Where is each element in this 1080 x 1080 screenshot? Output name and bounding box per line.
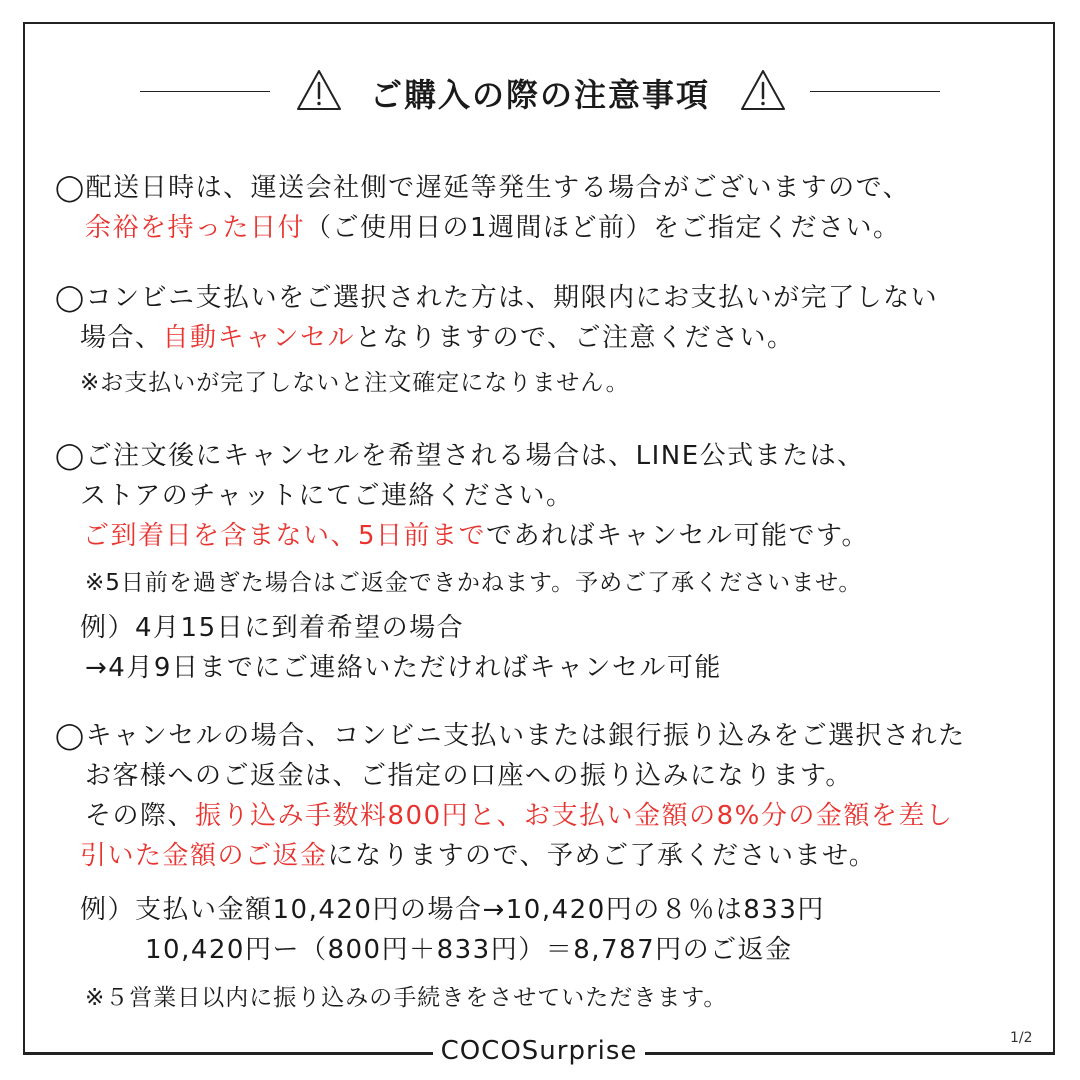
note-line (83, 518, 869, 554)
title-rule-right (810, 91, 940, 92)
note-line (85, 980, 727, 1016)
note-line (55, 280, 938, 316)
note-text: ※５営業日以内に振り込みの手続きをさせていただきます。 (85, 985, 728, 1011)
note-text: ※5日前を過ぎた場合はご返金できかねます。予めご了承くださいませ。 (85, 570, 863, 596)
brand-logo: COCOSurprise (433, 1036, 645, 1066)
note-line (80, 478, 573, 514)
warning-triangle-icon (296, 68, 342, 112)
note-line (145, 932, 793, 968)
note-text: 例）支払い金額10,420円の場合→10,420円の８％は833円 (80, 895, 825, 925)
note-line (85, 210, 901, 246)
note-line (85, 758, 853, 794)
note-line (55, 438, 865, 474)
note-line (55, 170, 910, 206)
note-text: ◯コンビニ支払いをご選択された方は、期限内にお支払いが完了しない (55, 283, 939, 313)
note-line (80, 610, 464, 646)
note-text: ◯ご注文後にキャンセルを希望される場合は、LINE公式または、 (55, 441, 865, 471)
page-title: ご購入の際の注意事項 (369, 76, 710, 114)
page-indicator: 1/2 (1010, 1030, 1033, 1046)
note-line (80, 365, 630, 401)
note-text: 例）4月15日に到着希望の場合 (80, 613, 465, 643)
footer-rule-right (645, 1054, 1055, 1055)
note-text: ◯配送日時は、運送会社側で遅延等発生する場合がございますので、 (55, 173, 911, 203)
note-text: になりますので、予めご了承くださいませ。 (327, 841, 877, 871)
note-line (85, 798, 953, 834)
title-rule-left (140, 91, 270, 92)
highlight-text: 振り込み手数料800円と、お支払い金額の8%分の金額を差し (195, 801, 954, 831)
note-text: →4月9日までにご連絡いただければキャンセル可能 (85, 653, 722, 683)
note-text: その際、 (85, 801, 196, 831)
note-line (80, 892, 825, 928)
note-text: 10,420円ー（800円＋833円）＝8,787円のご返金 (145, 935, 793, 965)
note-line (55, 718, 966, 754)
note-text: ◯キャンセルの場合、コンビニ支払いまたは銀行振り込みをご選択された (55, 721, 966, 751)
note-text: ストアのチャットにてご連絡ください。 (80, 481, 574, 511)
note-text: （ご使用日の1週間ほど前）をご指定ください。 (305, 213, 901, 243)
highlight-text: 余裕を持った日付 (85, 213, 306, 243)
highlight-text: 引いた金額のご返金 (80, 841, 328, 871)
note-text: ※お支払いが完了しないと注文確定になりません。 (80, 370, 630, 396)
note-line (80, 838, 876, 874)
note-text: お客様へのご返金は、ご指定の口座への振り込みになります。 (85, 761, 853, 791)
note-line (85, 650, 722, 686)
note-text: であればキャンセル可能です。 (486, 521, 869, 551)
note-text: となりますので、ご注意ください。 (355, 323, 795, 353)
highlight-text: ご到着日を含まない、5日前まで (83, 521, 487, 551)
highlight-text: 自動キャンセル (162, 323, 356, 353)
title-row (0, 64, 1080, 124)
note-text: 場合、 (80, 323, 163, 353)
footer-rule-left (23, 1054, 433, 1055)
note-line (85, 565, 862, 601)
note-line (80, 320, 795, 356)
warning-triangle-icon (740, 68, 786, 112)
